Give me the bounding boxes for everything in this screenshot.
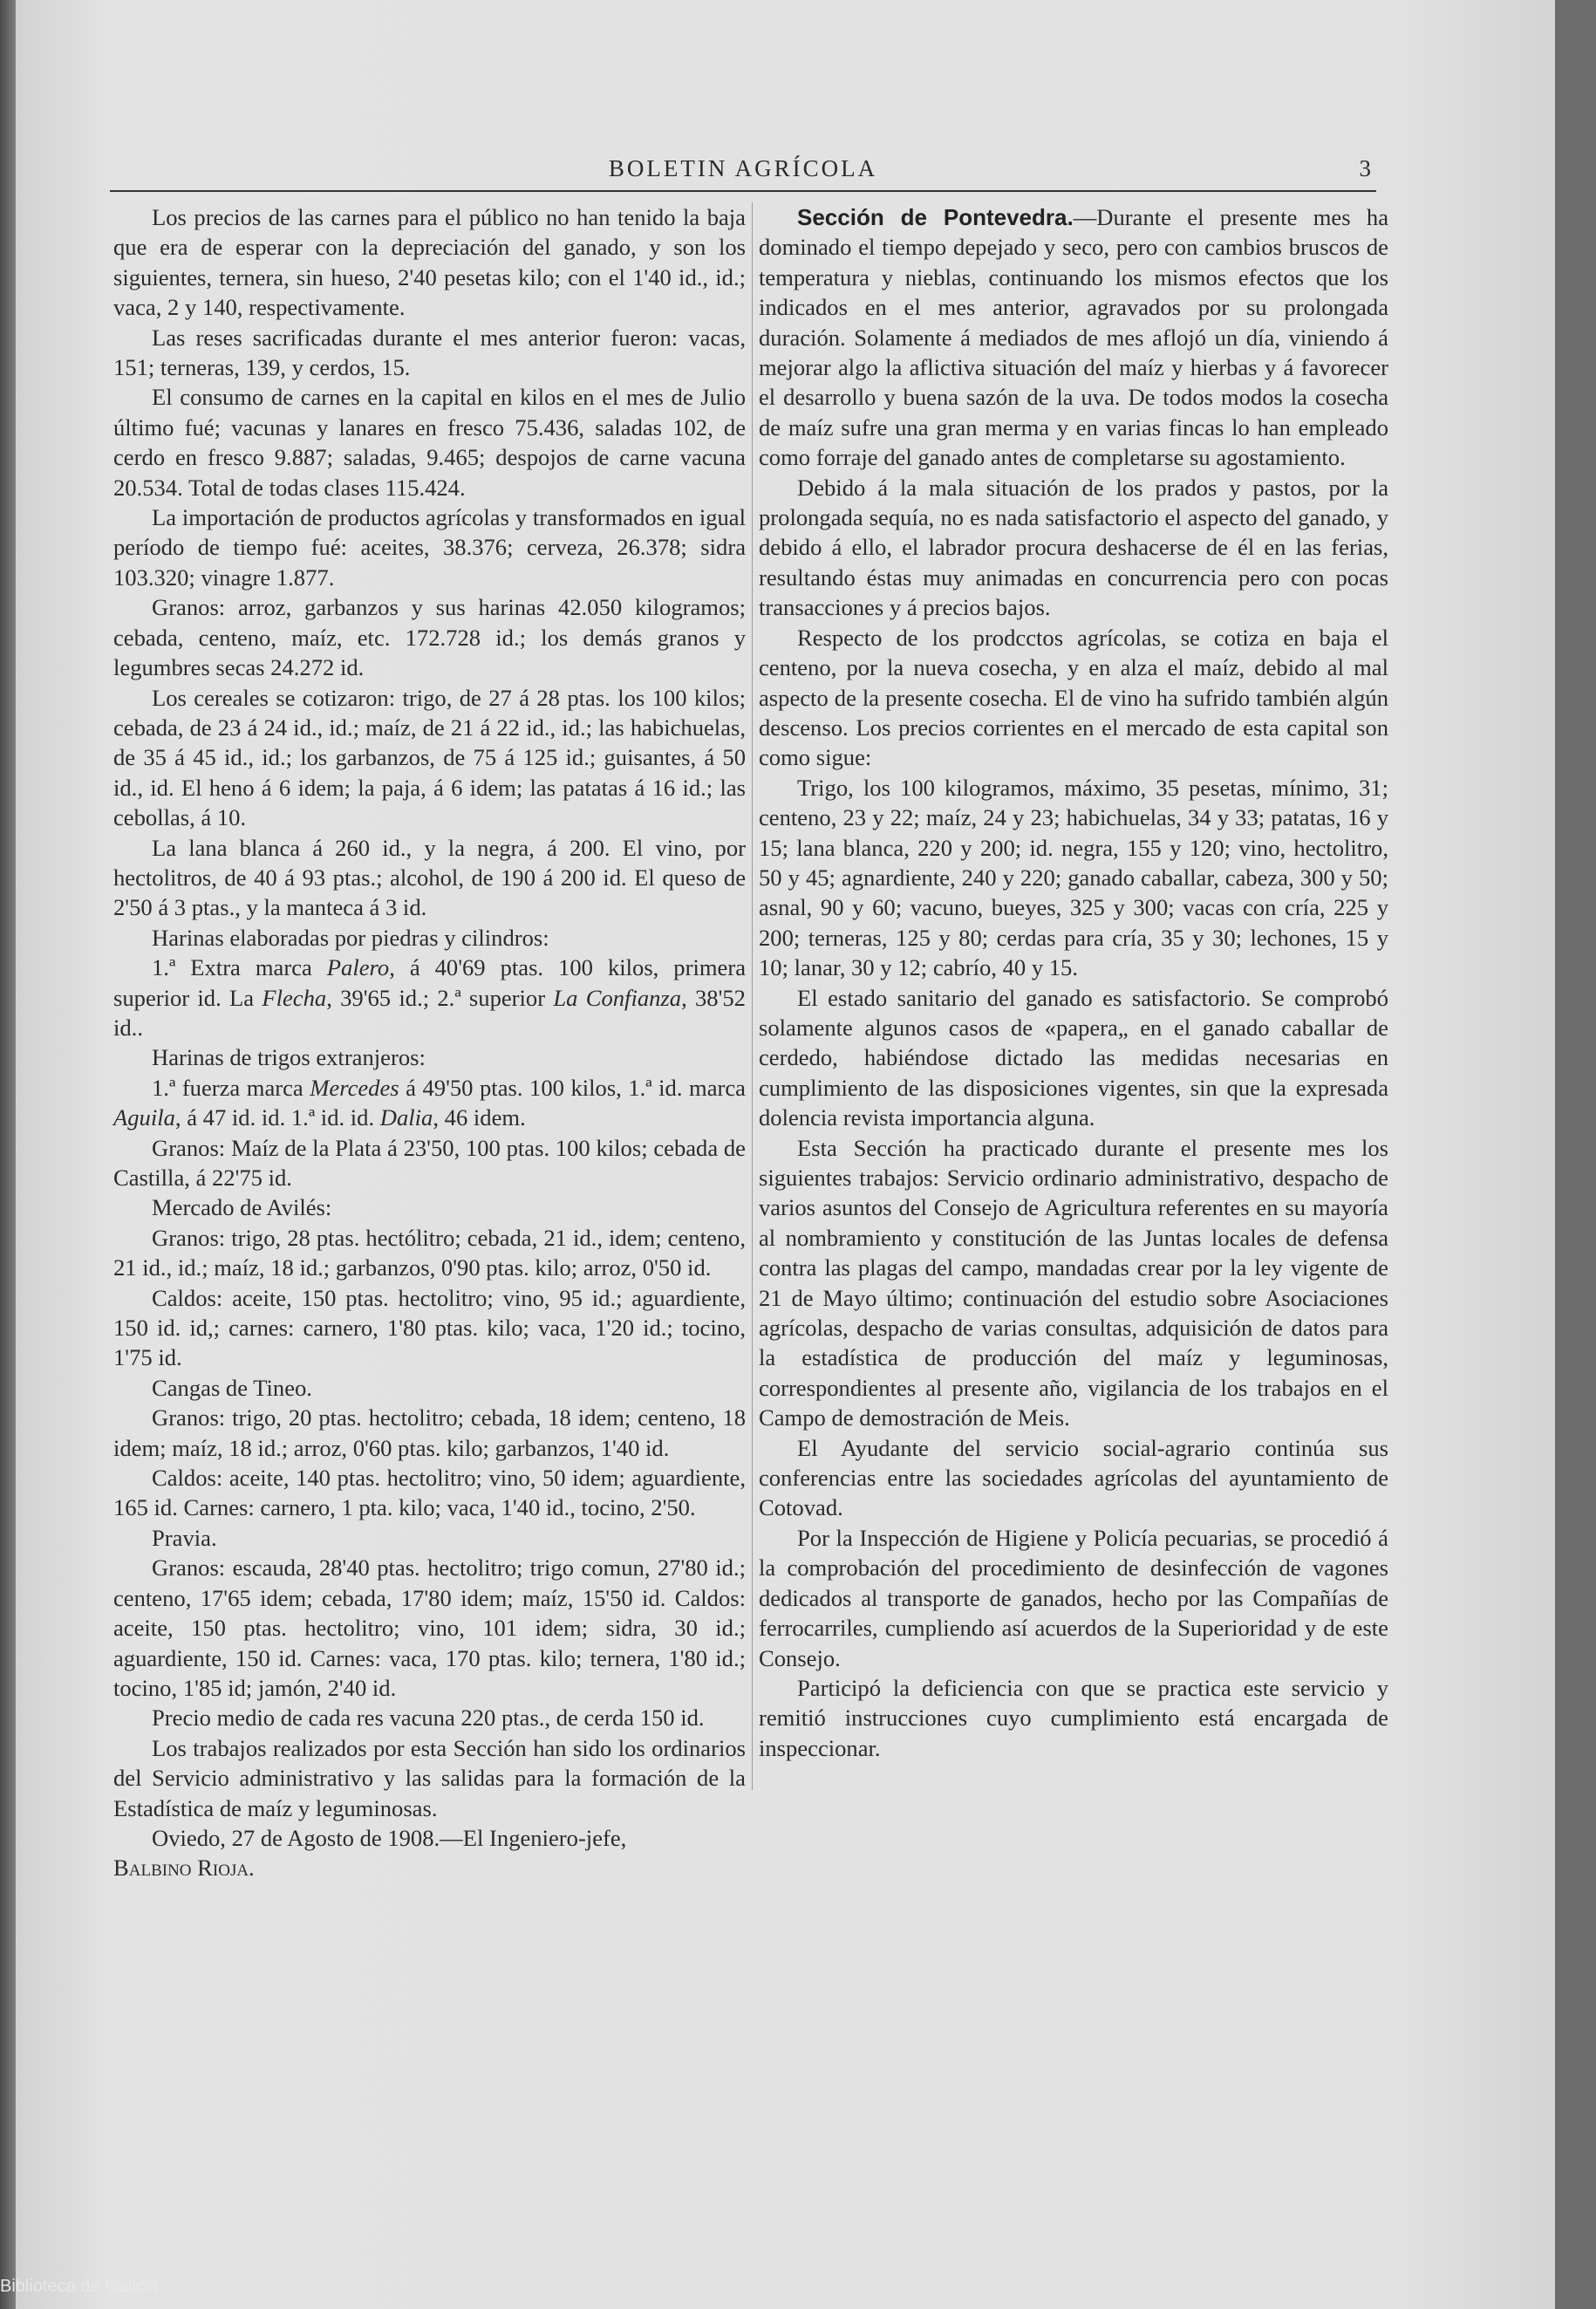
left-column: [113, 202, 746, 1883]
running-title: BOLETIN AGRÍCOLA: [608, 155, 878, 181]
brand-name: La Confianza: [553, 984, 682, 1011]
paragraph: Trigo, los 100 kilogramos, máximo, 35 pesetas, mínimo, 31; centeno, 23 y 22; maíz, 24 y 23; habichuelas, 34 y 33; patatas, 16 y 15; lana blanca, 220 y 200; id. negra, 155 y 120; vino, hectolitro, 50 y 45; agnardiente, 240 y 220; ganado caballar, cabeza, 300 y 50; asnal, 90 y 60; vacuno, bueyes, 325 y 300; vacas con cría, 225 y 200; terneras, 125 y 80; cerdas para cría, 35 y 30; lechones, 15 y 10; lanar, 30 y 12; cabrío, 40 y 15.: [759, 774, 1388, 981]
running-header: [110, 155, 1376, 192]
section-title: Sección de Pontevedra.: [797, 204, 1074, 230]
paragraph: Debido á la mala situación de los prados y pastos, por la prolongada sequía, no es nada satisfactorio el aspecto del ganado, y debido á ello, el labrador procura deshacerse de él en las ferias, resultando éstas muy animadas en concurrencia pero con pocas transacciones y á precios bajos.: [759, 474, 1388, 621]
author-name: Balbino Rioja.: [113, 1855, 255, 1882]
right-column: [759, 202, 1388, 1763]
paragraph: Respecto de los prodcctos agrícolas, se cotiza en baja el centeno, por la nueva cosecha, y en alza el maíz, debido al mal aspecto de la presente cosecha. El de vino ha sufrido también algún descenso. Los precios corrientes en el mercado de esta capital son como sigue:: [759, 624, 1388, 771]
flour-prices-national: 1.ª Extra marca Palero, á 40'69 ptas. 100 kilos, primera superior id. La Flecha, 39'65 id.; 2.ª superior La Confianza, 38'52 id..: [113, 954, 746, 1041]
paragraph: Los precios de las carnes para el público no han tenido la baja que era de esperar con la depreciación del ganado, y son los siguientes, ternera, sin hueso, 2'40 pesetas kilo; con el 1'40 id., id.; vaca, 2 y 140, respectivamente.: [113, 204, 746, 321]
paragraph: Granos: arroz, garbanzos y sus harinas 42.050 kilogramos; cebada, centeno, maíz, etc. 172.728 id.; los demás granos y legumbres secas 24.272 id.: [113, 594, 746, 681]
paragraph: Participó la deficiencia con que se practica este servicio y remitió instrucciones cuyo cumplimiento está encargada de inspeccionar.: [759, 1674, 1388, 1761]
market-heading: Mercado de Avilés:: [152, 1194, 332, 1221]
paragraph: Caldos: aceite, 140 ptas. hectolitro; vino, 50 idem; aguardiente, 165 id. Carnes: carnero, 1 pta. kilo; vaca, 1'40 id., tocino, 2'50.: [113, 1465, 746, 1521]
paragraph: Por la Inspección de Higiene y Policía pecuarias, se procedió á la comprobación del procedimiento de desinfección de vagones dedicados al transporte de ganados, hecho por las Compañías de ferrocarriles, cumpliendo así acuerdos de la Superioridad y de este Consejo.: [759, 1524, 1388, 1671]
page-number: 3: [1359, 155, 1371, 181]
paragraph: El consumo de carnes en la capital en kilos en el mes de Julio último fué; vacunas y lanares en fresco 75.436, saladas 102, de cerdo en fresco 9.887; saladas, 9.465; despojos de carne vacuna 20.534. Total de todas clases 115.424.: [113, 384, 746, 501]
paragraph: Harinas elaboradas por piedras y cilindros:: [152, 924, 549, 951]
market-heading: Cangas de Tineo.: [152, 1374, 312, 1401]
paragraph: Granos: Maíz de la Plata á 23'50, 100 ptas. 100 kilos; cebada de Castilla, á 22'75 id.: [113, 1134, 746, 1191]
paragraph: La lana blanca á 260 id., y la negra, á 200. El vino, por hectolitros, de 40 á 93 ptas.; alcohol, de 190 á 200 id. El queso de 2'50 á 3 ptas., y la manteca á 3 id.: [113, 834, 746, 921]
signoff: Oviedo, 27 de Agosto de 1908.—El Ingeniero-jefe, Balbino Rioja.: [113, 1824, 627, 1882]
paragraph: La importación de productos agrícolas y transformados en igual período de tiempo fué: aceites, 38.376; cerveza, 26.378; sidra 103.320; vinagre 1.877.: [113, 504, 746, 591]
brand-name: Palero: [326, 954, 390, 981]
flour-prices-foreign: 1.ª fuerza marca Mercedes á 49'50 ptas. 100 kilos, 1.ª id. marca Aguila, á 47 id. id. 1.ª id. id. Dalia, 46 idem.: [113, 1074, 746, 1131]
column-divider: [752, 202, 753, 1790]
section-intro: Sección de Pontevedra.—Durante el presente mes ha dominado el tiempo depejado y seco, pero con cambios bruscos de temperatura y nieblas, continuando los mismos efectos que los indicados en el mes anterior, agravados por su prolongada duración. Solamente á mediados de mes aflojó un día, viniendo á mejorar algo la aflictiva situación del maíz y hierbas y á favorecer el desarrollo y buena sazón de la uva. De todos modos la cosecha de maíz sufre una gran merma y en varias fincas lo han empleado como forraje del ganado antes de completarse su agostamiento.: [759, 204, 1388, 471]
market-heading: Pravia.: [152, 1524, 217, 1551]
paragraph: Las reses sacrificadas durante el mes anterior fueron: vacas, 151; terneras, 139, y cerdos, 15.: [113, 324, 746, 381]
paragraph: Caldos: aceite, 150 ptas. hectolitro; vino, 95 id.; aguardiente, 150 id. id,; carnes: carnero, 1'80 ptas. kilo; vaca, 1'20 id.; tocino, 1'75 id.: [113, 1284, 746, 1371]
paragraph: Los cereales se cotizaron: trigo, de 27 á 28 ptas. los 100 kilos; cebada, de 23 á 24 id., id.; maíz, de 21 á 22 id., id.; las habichuelas, de 35 á 45 id., id.; los garbanzos, de 75 á 125 id.; guisantes, á 50 id., id. El heno á 6 idem; la paja, á 6 idem; las patatas á 16 id.; las cebollas, á 10.: [113, 684, 746, 831]
library-credit: Biblioteca de Galicia: [0, 2277, 159, 2296]
foreign-flour-heading: Harinas de trigos extranjeros:: [152, 1044, 426, 1071]
brand-name: Flecha: [262, 984, 327, 1011]
brand-name: Aguila: [113, 1104, 175, 1131]
brand-name: Mercedes: [310, 1074, 399, 1101]
brand-name: Dalia: [379, 1104, 433, 1131]
paragraph: Los trabajos realizados por esta Sección han sido los ordinarios del Servicio administrativo y las salidas para la formación de la Estadística de maíz y leguminosas.: [113, 1734, 746, 1821]
paragraph: Granos: trigo, 20 ptas. hectolitro; cebada, 18 idem; centeno, 18 idem; maíz, 18 id.; arroz, 0'60 ptas. kilo; garbanzos, 1'40 id.: [113, 1404, 746, 1461]
paragraph: El Ayudante del servicio social-agrario continúa sus conferencias entre las sociedades agrícolas del ayuntamiento de Cotovad.: [759, 1434, 1388, 1521]
paragraph: Granos: escauda, 28'40 ptas. hectolitro; trigo comun, 27'80 id.; centeno, 17'65 idem; cebada, 17'80 idem; maíz, 15'50 id. Caldos: aceite, 150 ptas. hectolitro; vino, 101 idem; sidra, 30 id.; aguardiente, 150 id. Carnes: vaca, 170 ptas. kilo; ternera, 1'80 id.; tocino, 1'85 id; jamón, 2'40 id.: [113, 1554, 746, 1701]
paragraph: Granos: trigo, 28 ptas. hectólitro; cebada, 21 id., idem; centeno, 21 id., id.; maíz, 18 id.; garbanzos, 0'90 ptas. kilo; arroz, 0'50 id.: [113, 1224, 746, 1281]
paragraph: Precio medio de cada res vacuna 220 ptas., de cerda 150 id.: [152, 1704, 705, 1732]
paragraph: El estado sanitario del ganado es satisfactorio. Se comprobó solamente algunos casos de «papera„ en el ganado caballar de cerdedo, habiéndose dictado las medidas necesarias en cumplimiento de las disposiciones vigentes, sin que la expresada dolencia revista importancia alguna.: [759, 984, 1388, 1131]
paragraph: Esta Sección ha practicado durante el presente mes los siguientes trabajos: Servicio ordinario administrativo, despacho de varios asuntos del Consejo de Agricultura referentes en su mayoría al nombramiento y constitución de las Juntas locales de defensa contra las plagas del campo, mandadas crear por la ley vigente de 21 de Mayo último; continuación del estudio sobre Asociaciones agrícolas, despacho de varias consultas, adquisición de datos para la estadística de producción del maíz y leguminosas, correspondientes al presente año, vigilancia de los trabajos en el Campo de demostración de Meis.: [759, 1134, 1388, 1431]
page: [16, 0, 1555, 2309]
